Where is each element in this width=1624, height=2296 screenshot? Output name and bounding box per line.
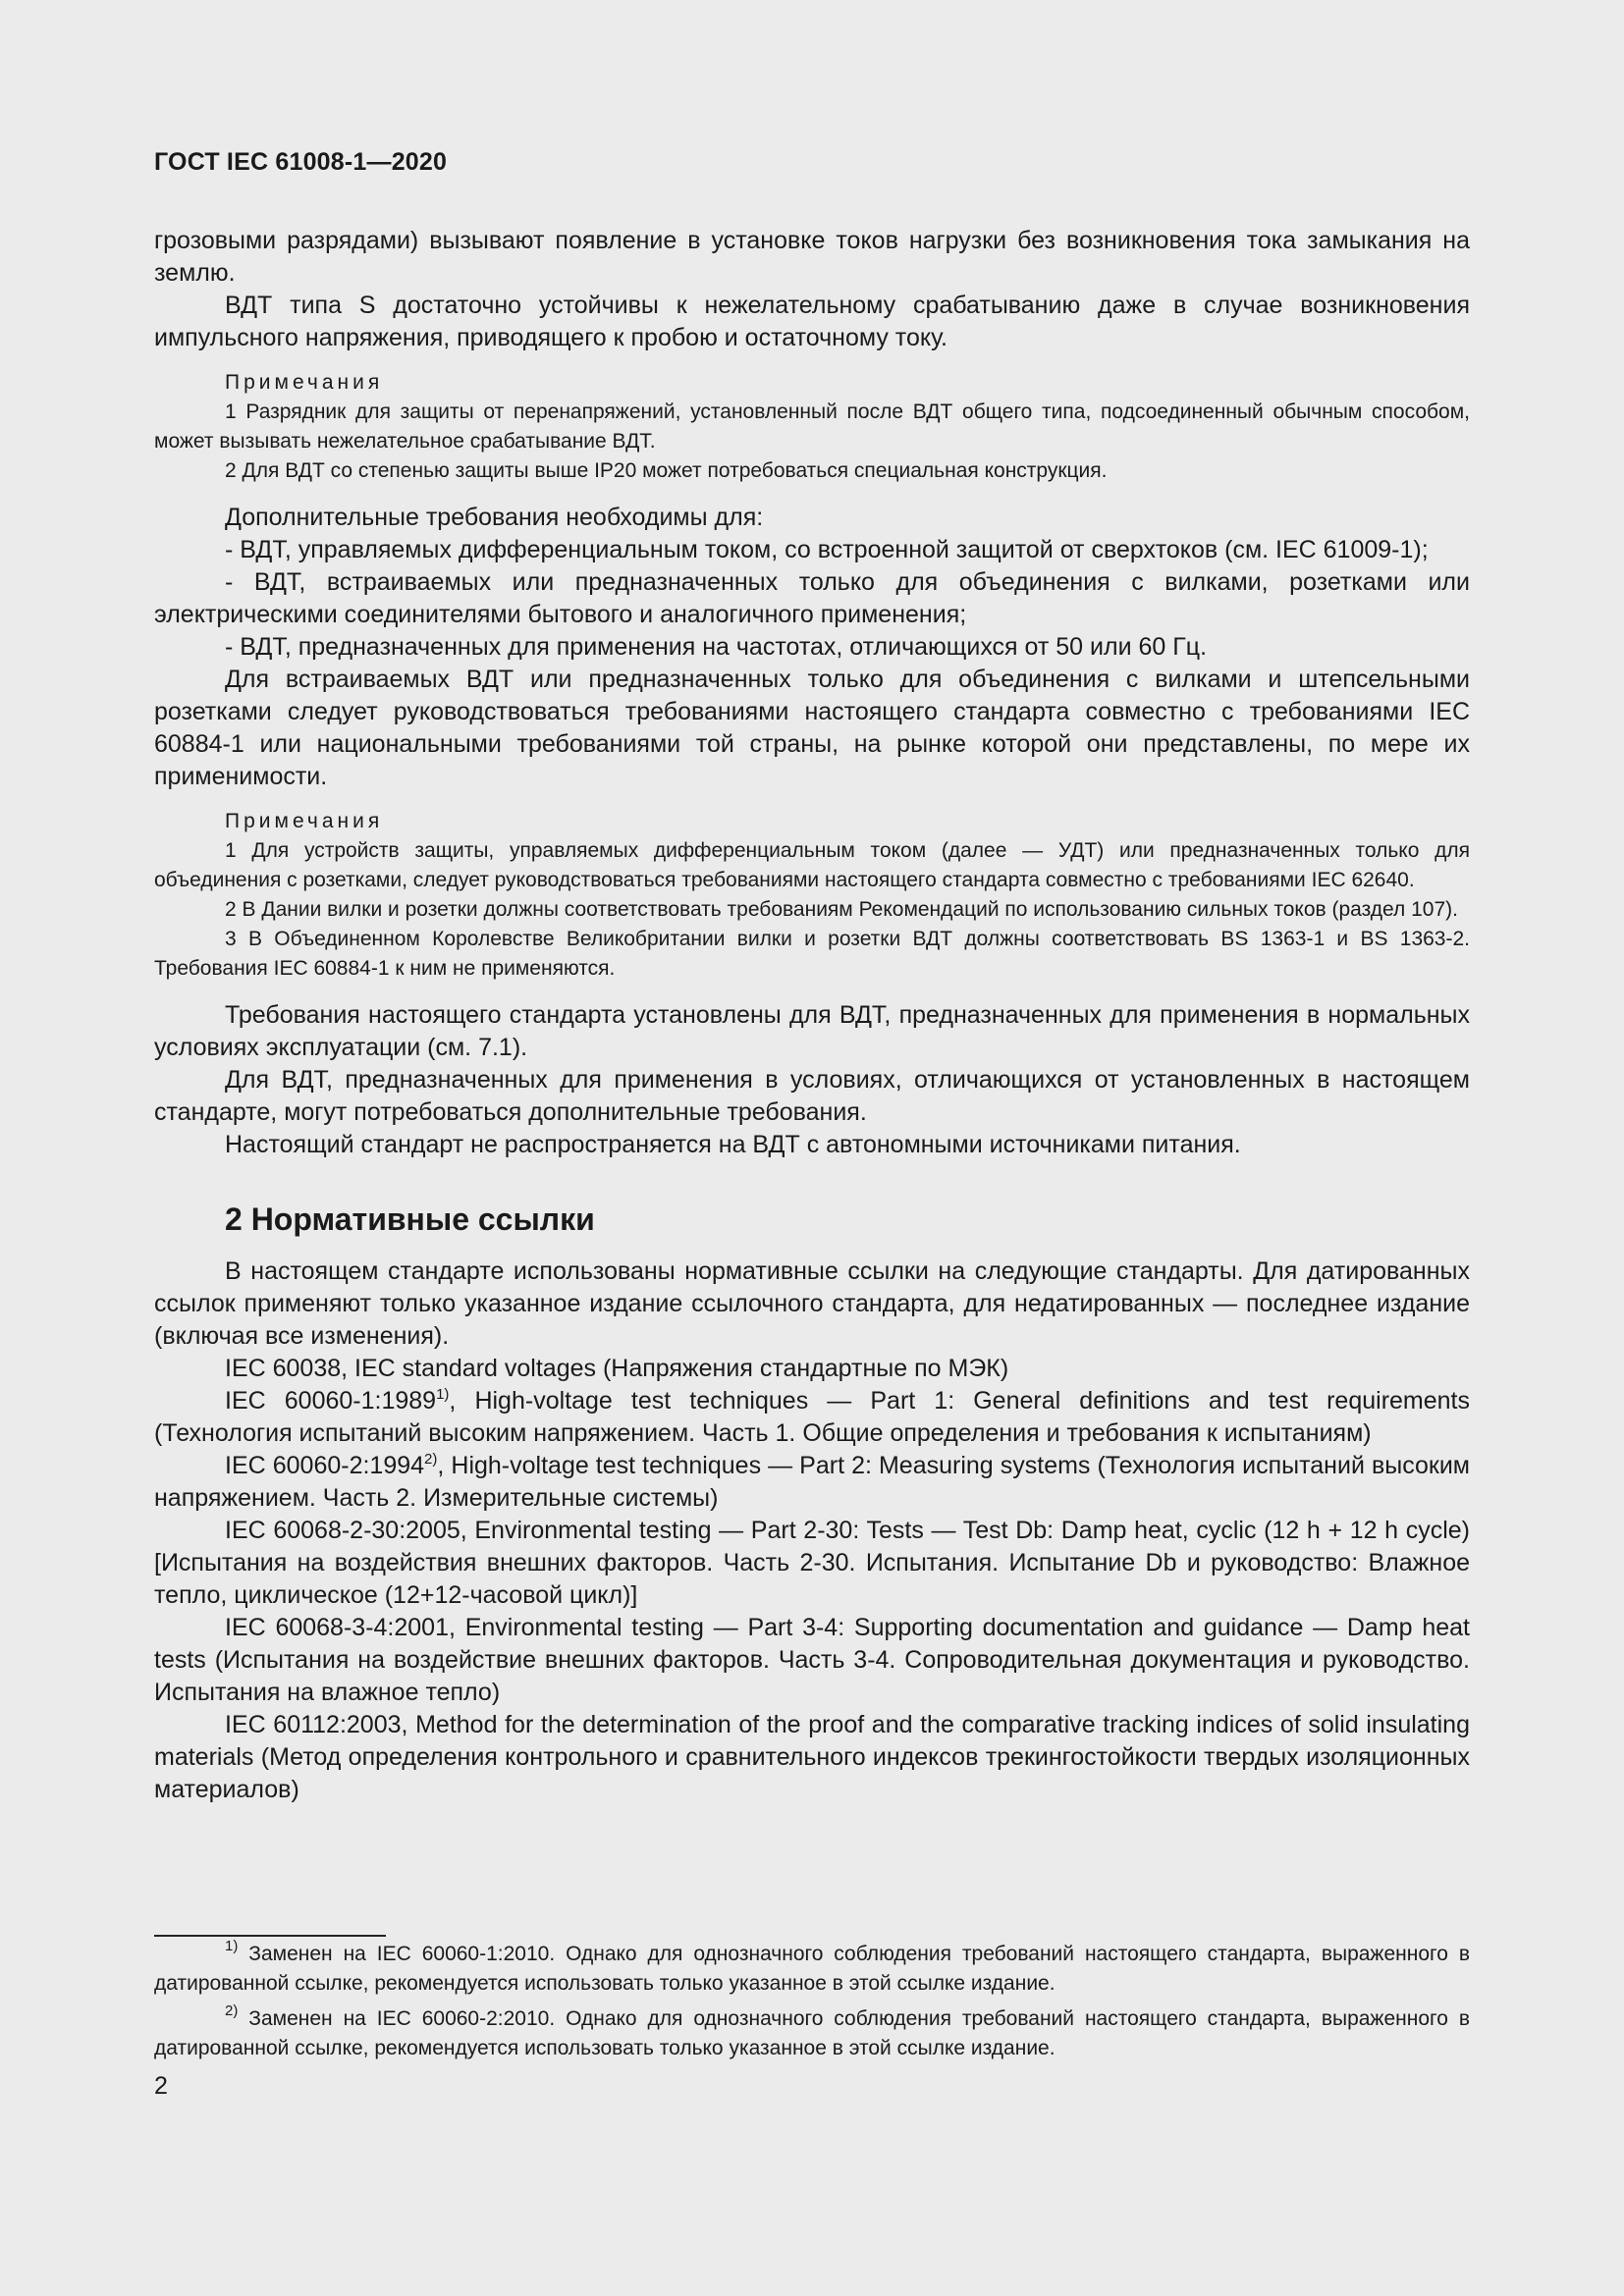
note-item: 1 Для устройств защиты, управляемых дифференциальным током (далее — УДТ) или предназначенных только для объединения с розетками, следует руководствоваться требованиями настоящего стандарта совместно с требованиями IEC 62640. [154, 839, 1470, 891]
paragraph: Дополнительные требования необходимы для: [225, 504, 764, 531]
document-header: ГОСТ IEC 61008-1—2020 [154, 148, 448, 176]
reference-item: IEC 60068-3-4:2001, Environmental testing — Part 3-4: Supporting documentation and guidance — Damp heat tests (Испытания на воздействие внешних факторов. Часть 3-4. Сопроводительная документация и руководство. Испытания на влажное тепло) [154, 1614, 1470, 1706]
reference-item: IEC 60060-1:1989$^{1)}$, High-voltage test techniques — Part 1: General definitions and test requirements (Технология испытаний высоким напряжением. Часть 1. Общие определения и требования к испытаниям) [154, 1386, 1470, 1447]
notes-heading: Примечания [225, 810, 384, 832]
paragraph: Настоящий стандарт не распространяется на ВДТ с автономными источниками питания. [225, 1131, 1241, 1158]
footnote-divider [154, 1935, 386, 1937]
reference-item: IEC 60060-2:1994$^{2)}$, High-voltage test techniques — Part 2: Measuring systems (Технология испытаний высоким напряжением. Часть 2. Измерительные системы) [154, 1451, 1470, 1512]
paragraph: Для ВДТ, предназначенных для применения в условиях, отличающихся от установленных в настоящем стандарте, могут потребоваться дополнительные требования. [154, 1066, 1470, 1126]
section-heading: 2 Нормативные ссылки [225, 1201, 595, 1237]
list-item: - ВДТ, предназначенных для применения на частотах, отличающихся от 50 или 60 Гц. [225, 633, 1208, 661]
footnote: $^{2)}$ Заменен на IEC 60060-2:2010. Однако для однозначного соблюдения требований настоящего стандарта, выраженного в датированной ссылке, рекомендуется использовать только указанное в этой ссылке издание. [154, 2002, 1470, 2059]
footnote-mark: 2) [424, 1451, 438, 1468]
list-item: - ВДТ, управляемых дифференциальным током, со встроенной защитой от сверхтоков (см. IEC 61009-1); [225, 536, 1429, 563]
footnote: $^{1)}$ Заменен на IEC 60060-1:2010. Однако для однозначного соблюдения требований настоящего стандарта, выраженного в датированной ссылке, рекомендуется использовать только указанное в этой ссылке издание. [154, 1938, 1470, 1995]
reference-item: IEC 60038, IEC standard voltages (Напряжения стандартные по МЭК) [225, 1355, 1009, 1382]
note-item: 2 Для ВДТ со степенью защиты выше IP20 может потребоваться специальная конструкция. [225, 459, 1108, 482]
section-intro: В настоящем стандарте использованы нормативные ссылки на следующие стандарты. Для датированных ссылок применяют только указанное издание ссылочного стандарта, для недатированных — последнее издание (включая все изменения). [154, 1257, 1470, 1350]
note-item: 2 В Дании вилки и розетки должны соответствовать требованиям Рекомендаций по использованию сильных токов (раздел 107). [225, 898, 1458, 921]
paragraph: Требования настоящего стандарта установлены для ВДТ, предназначенных для применения в нормальных условиях эксплуатации (см. 7.1). [154, 1001, 1470, 1061]
footnote-mark: 1) [436, 1386, 450, 1403]
reference-item: IEC 60112:2003, Method for the determination of the proof and the comparative tracking indices of solid insulating materials (Метод определения контрольного и сравнительного индексов трекингостойкости твердых изоляционных материалов) [154, 1711, 1470, 1803]
paragraph: Для встраиваемых ВДТ или предназначенных только для объединения с вилками и штепсельными розетками следует руководствоваться требованиями настоящего стандарта совместно с требованиями IEC 60884-1 или национальными требованиями той страны, на рынке которой они представлены, по мере их применимости. [154, 666, 1470, 790]
notes-heading: Примечания [225, 371, 384, 394]
paragraph: ВДТ типа S достаточно устойчивы к нежелательному срабатыванию даже в случае возникновения импульсного напряжения, приводящего к пробою и остаточному току. [154, 292, 1470, 351]
list-item: - ВДТ, встраиваемых или предназначенных только для объединения с вилками, розетками или электрическими соединителями бытового и аналогичного применения; [154, 568, 1470, 628]
reference-item: IEC 60068-2-30:2005, Environmental testing — Part 2-30: Tests — Test Db: Damp heat, cyclic (12 h + 12 h cycle) [Испытания на воздействия внешних факторов. Часть 2-30. Испытания. Испытание Db и руководство: Влажное тепло, циклическое (12+12-часовой цикл)] [154, 1517, 1471, 1609]
note-item: 1 Разрядник для защиты от перенапряжений, установленный после ВДТ общего типа, подсоединенный обычным способом, может вызывать нежелательное срабатывание ВДТ. [154, 400, 1470, 453]
footnotes [154, 1940, 1470, 2069]
main-text [154, 225, 1470, 1806]
paragraph: грозовыми разрядами) вызывают появление в установке токов нагрузки без возникновения тока замыкания на землю. [154, 227, 1470, 287]
note-item: 3 В Объединенном Королевстве Великобритании вилки и розетки ВДТ должны соответствовать BS 1363-1 и BS 1363-2. Требования IEC 60884-1 к ним не применяются. [154, 928, 1470, 980]
page-number: 2 [154, 2072, 168, 2100]
